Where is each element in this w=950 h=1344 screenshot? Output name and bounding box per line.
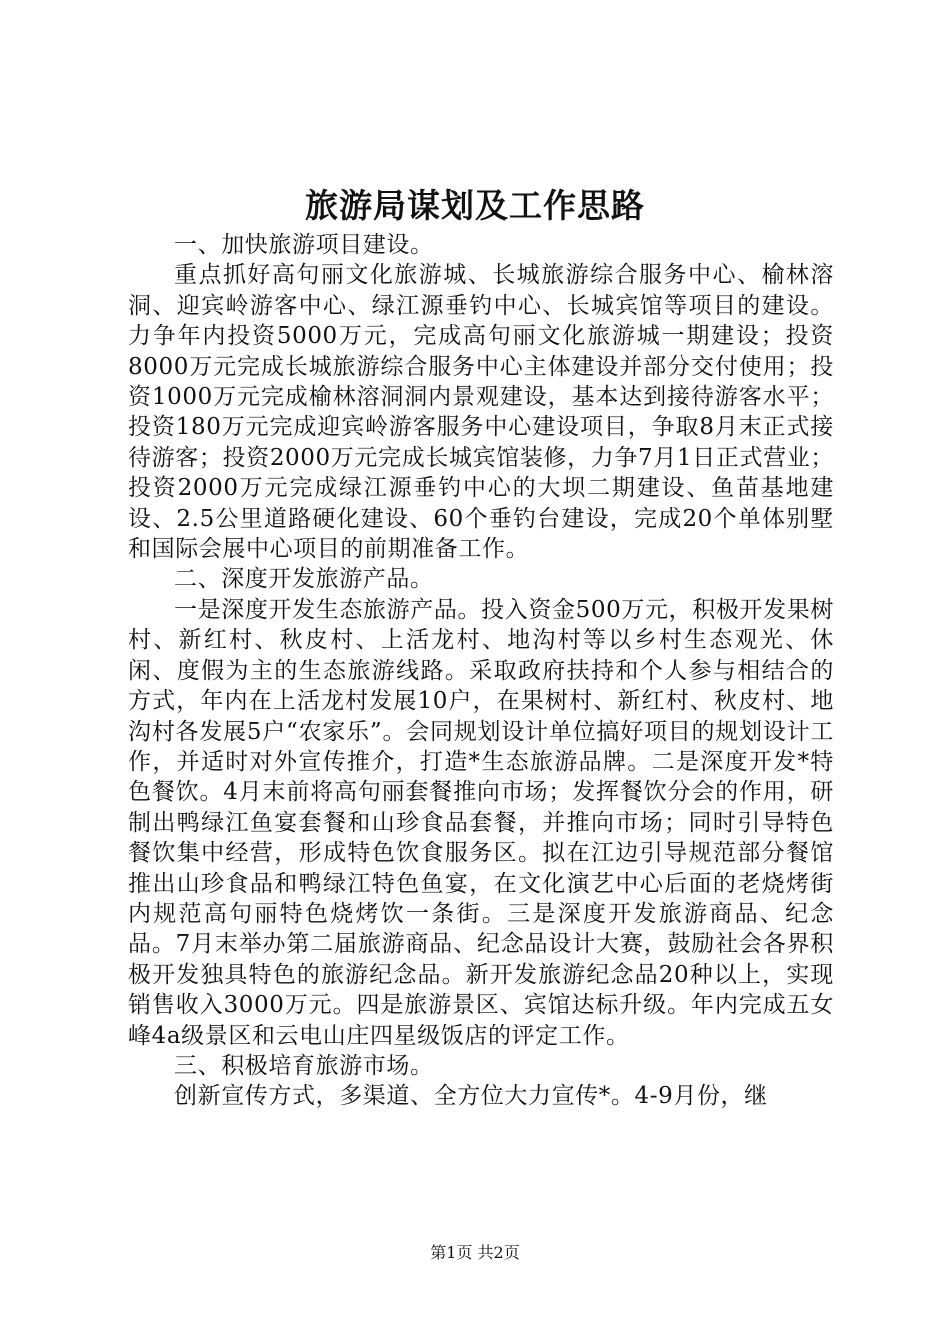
page-footer: 第1页 共2页: [430, 1243, 520, 1262]
document-body: [128, 230, 834, 1112]
section-heading-3: 三、积极培育旅游市场。: [174, 1052, 434, 1079]
document-title: 旅游局谋划及工作思路: [305, 186, 645, 225]
section-heading-2: 二、深度开发旅游产品。: [174, 566, 434, 593]
paragraph-projects: 重点抓好高句丽文化旅游城、长城旅游综合服务中心、榆林溶洞、迎宾岭游客中心、绿江源垂钓中心、长城宾馆等项目的建设。力争年内投资5000万元，完成高句丽文化旅游城一期建设；投资8000万元完成长城旅游综合服务中心主体建设并部分交付使用；投资1000万元完成榆林溶洞洞内景观建设，基本达到接待游客水平；投资180万元完成迎宾岭游客服务中心建设项目，争取8月末正式接待游客；投资2000万元完成长城宾馆装修，力争7月1日正式营业；投资2000万元完成绿江源垂钓中心的大坝二期建设、鱼苗基地建设、2.5公里道路硬化建设、60个垂钓台建设，完成20个单体别墅和国际会展中心项目的前期准备工作。: [128, 262, 834, 563]
section-heading-1: 一、加快旅游项目建设。: [174, 232, 434, 258]
paragraph-market: 创新宣传方式，多渠道、全方位大力宣传*。4-9月份，继: [174, 1083, 768, 1110]
paragraph-products: 一是深度开发生态旅游产品。投入资金500万元，积极开发果树村、新红村、秋皮村、上活龙村、地沟村等以乡村生态观光、休闲、度假为主的生态旅游线路。采取政府扶持和个人参与相结合的方式，年内在上活龙村发展10户，在果树村、新红村、秋皮村、地沟村各发展5户“农家乐”。会同规划设计单位搞好项目的规划设计工作，并适时对外宣传推介，打造*生态旅游品牌。二是深度开发*特色餐饮。4月末前将高句丽套餐推向市场；发挥餐饮分会的作用，研制出鸭绿江鱼宴套餐和山珍食品套餐，并推向市场；同时引导特色餐饮集中经营，形成特色饮食服务区。拟在江边引导规范部分餐馆推出山珍食品和鸭绿江特色鱼宴，在文化演艺中心后面的老烧烤街内规范高句丽特色烧烤饮一条街。三是深度开发旅游商品、纪念品。7月末举办第二届旅游商品、纪念品设计大赛，鼓励社会各界积极开发独具特色的旅游纪念品。新开发旅游纪念品20种以上，实现销售收入3000万元。四是旅游景区、宾馆达标升级。年内完成五女峰4a级景区和云电山庄四星级饭店的评定工作。: [128, 596, 834, 1049]
